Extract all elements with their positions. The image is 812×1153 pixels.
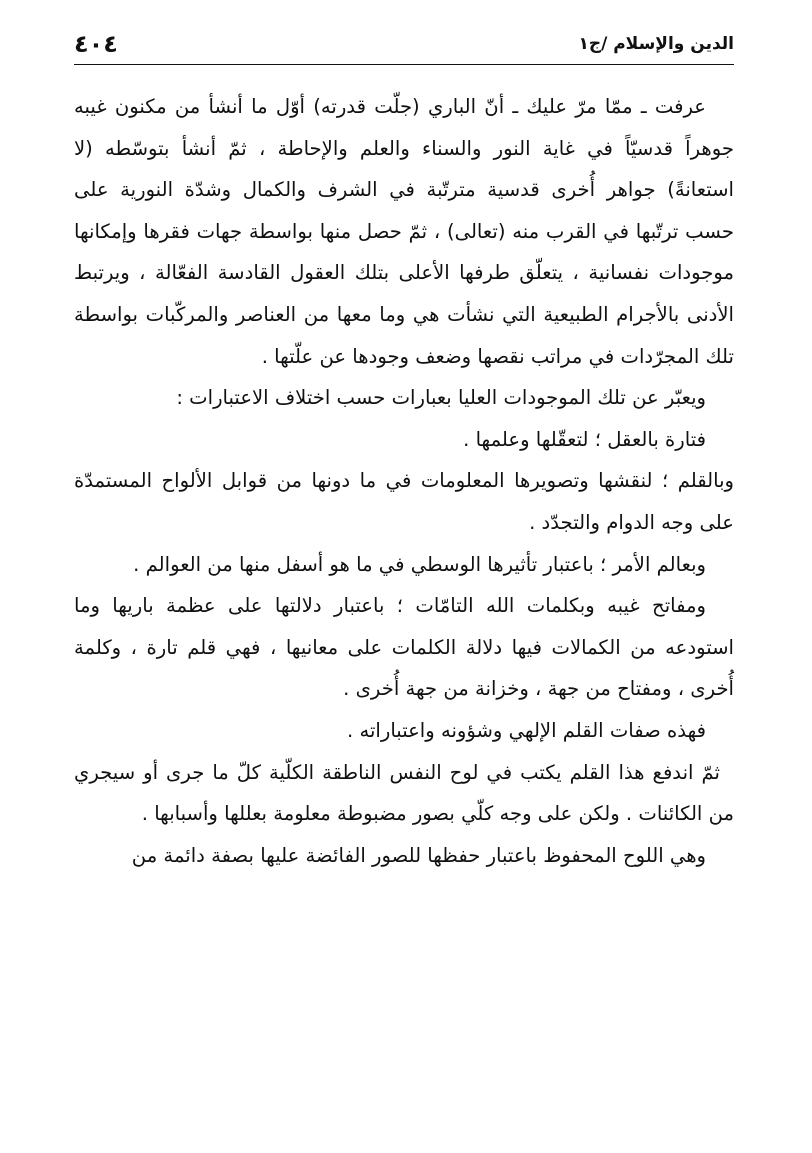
paragraph: وبالقلم ؛ لنقشها وتصويرها المعلومات في ما دونها من قوابل الألواح المستمدّة على وجه الدوام والتجدّد .: [74, 469, 734, 534]
header-divider: [74, 64, 734, 65]
paragraph: وبعالم الأمر ؛ باعتبار تأثيرها الوسطي في ما هو أسفل منها من العوالم .: [133, 552, 706, 576]
paragraph: ويعبّر عن تلك الموجودات العليا بعبارات حسب اختلاف الاعتبارات :: [176, 386, 706, 410]
paragraph: عرفت ـ ممّا مرّ عليك ـ أنّ الباري (جلّت قدرته) أوّل ما أنشأ من مكنون غيبه جوهراً قدسيّاً في غاية النور والسناء والعلم والإحاطة ، ثمّ أنشأ بتوسّطه (لا استعانةً) جواهر أُخرى قدسية مترتّبة في الشرف والكمال وشدّة النورية على حسب ترتّبها في القرب منه (تعالى) ، ثمّ حصل منها بواسطة جهات فقرها وإمكانها موجودات نفسانية ، يتعلّق طرفها الأعلى بتلك العقول القادسة الفعّالة ، ويرتبط الأدنى بالأجرام الطبيعية التي نشأت هي وما معها من العناصر والمركّبات بواسطة تلك المجرّدات في مراتب نقصها وضعف وجودها عن علّتها .: [74, 95, 734, 368]
page-header: [74, 26, 734, 62]
paragraph: ثمّ اندفع هذا القلم يكتب في لوح النفس الناطقة الكلّية كلّ ما جرى أو سيجري من الكائنات . ولكن على وجه كلّي بصور مضبوطة معلومة بعللها وأسبابها .: [74, 760, 734, 826]
paragraph: فهذه صفات القلم الإلهي وشؤونه واعتباراته .: [347, 718, 706, 742]
paragraph: ومفاتح غيبه وبكلمات الله التامّات ؛ باعتبار دلالتها على عظمة باريها وما استودعه من الكمالات فيها دلالة الكلمات على معانيها ، فهي قلم تارة ، وكلمة أُخرى ، ومفتاح من جهة ، وخزانة من جهة أُخرى .: [74, 594, 734, 701]
page-number: ٤٠٤: [74, 30, 118, 58]
body-text: [74, 86, 734, 876]
running-title: الدين والإسلام /ج١: [578, 34, 734, 54]
paragraph: فتارة بالعقل ؛ لتعقّلها وعلمها .: [463, 427, 706, 451]
paragraph: وهي اللوح المحفوظ باعتبار حفظها للصور الفائضة عليها بصفة دائمة من: [131, 843, 706, 867]
